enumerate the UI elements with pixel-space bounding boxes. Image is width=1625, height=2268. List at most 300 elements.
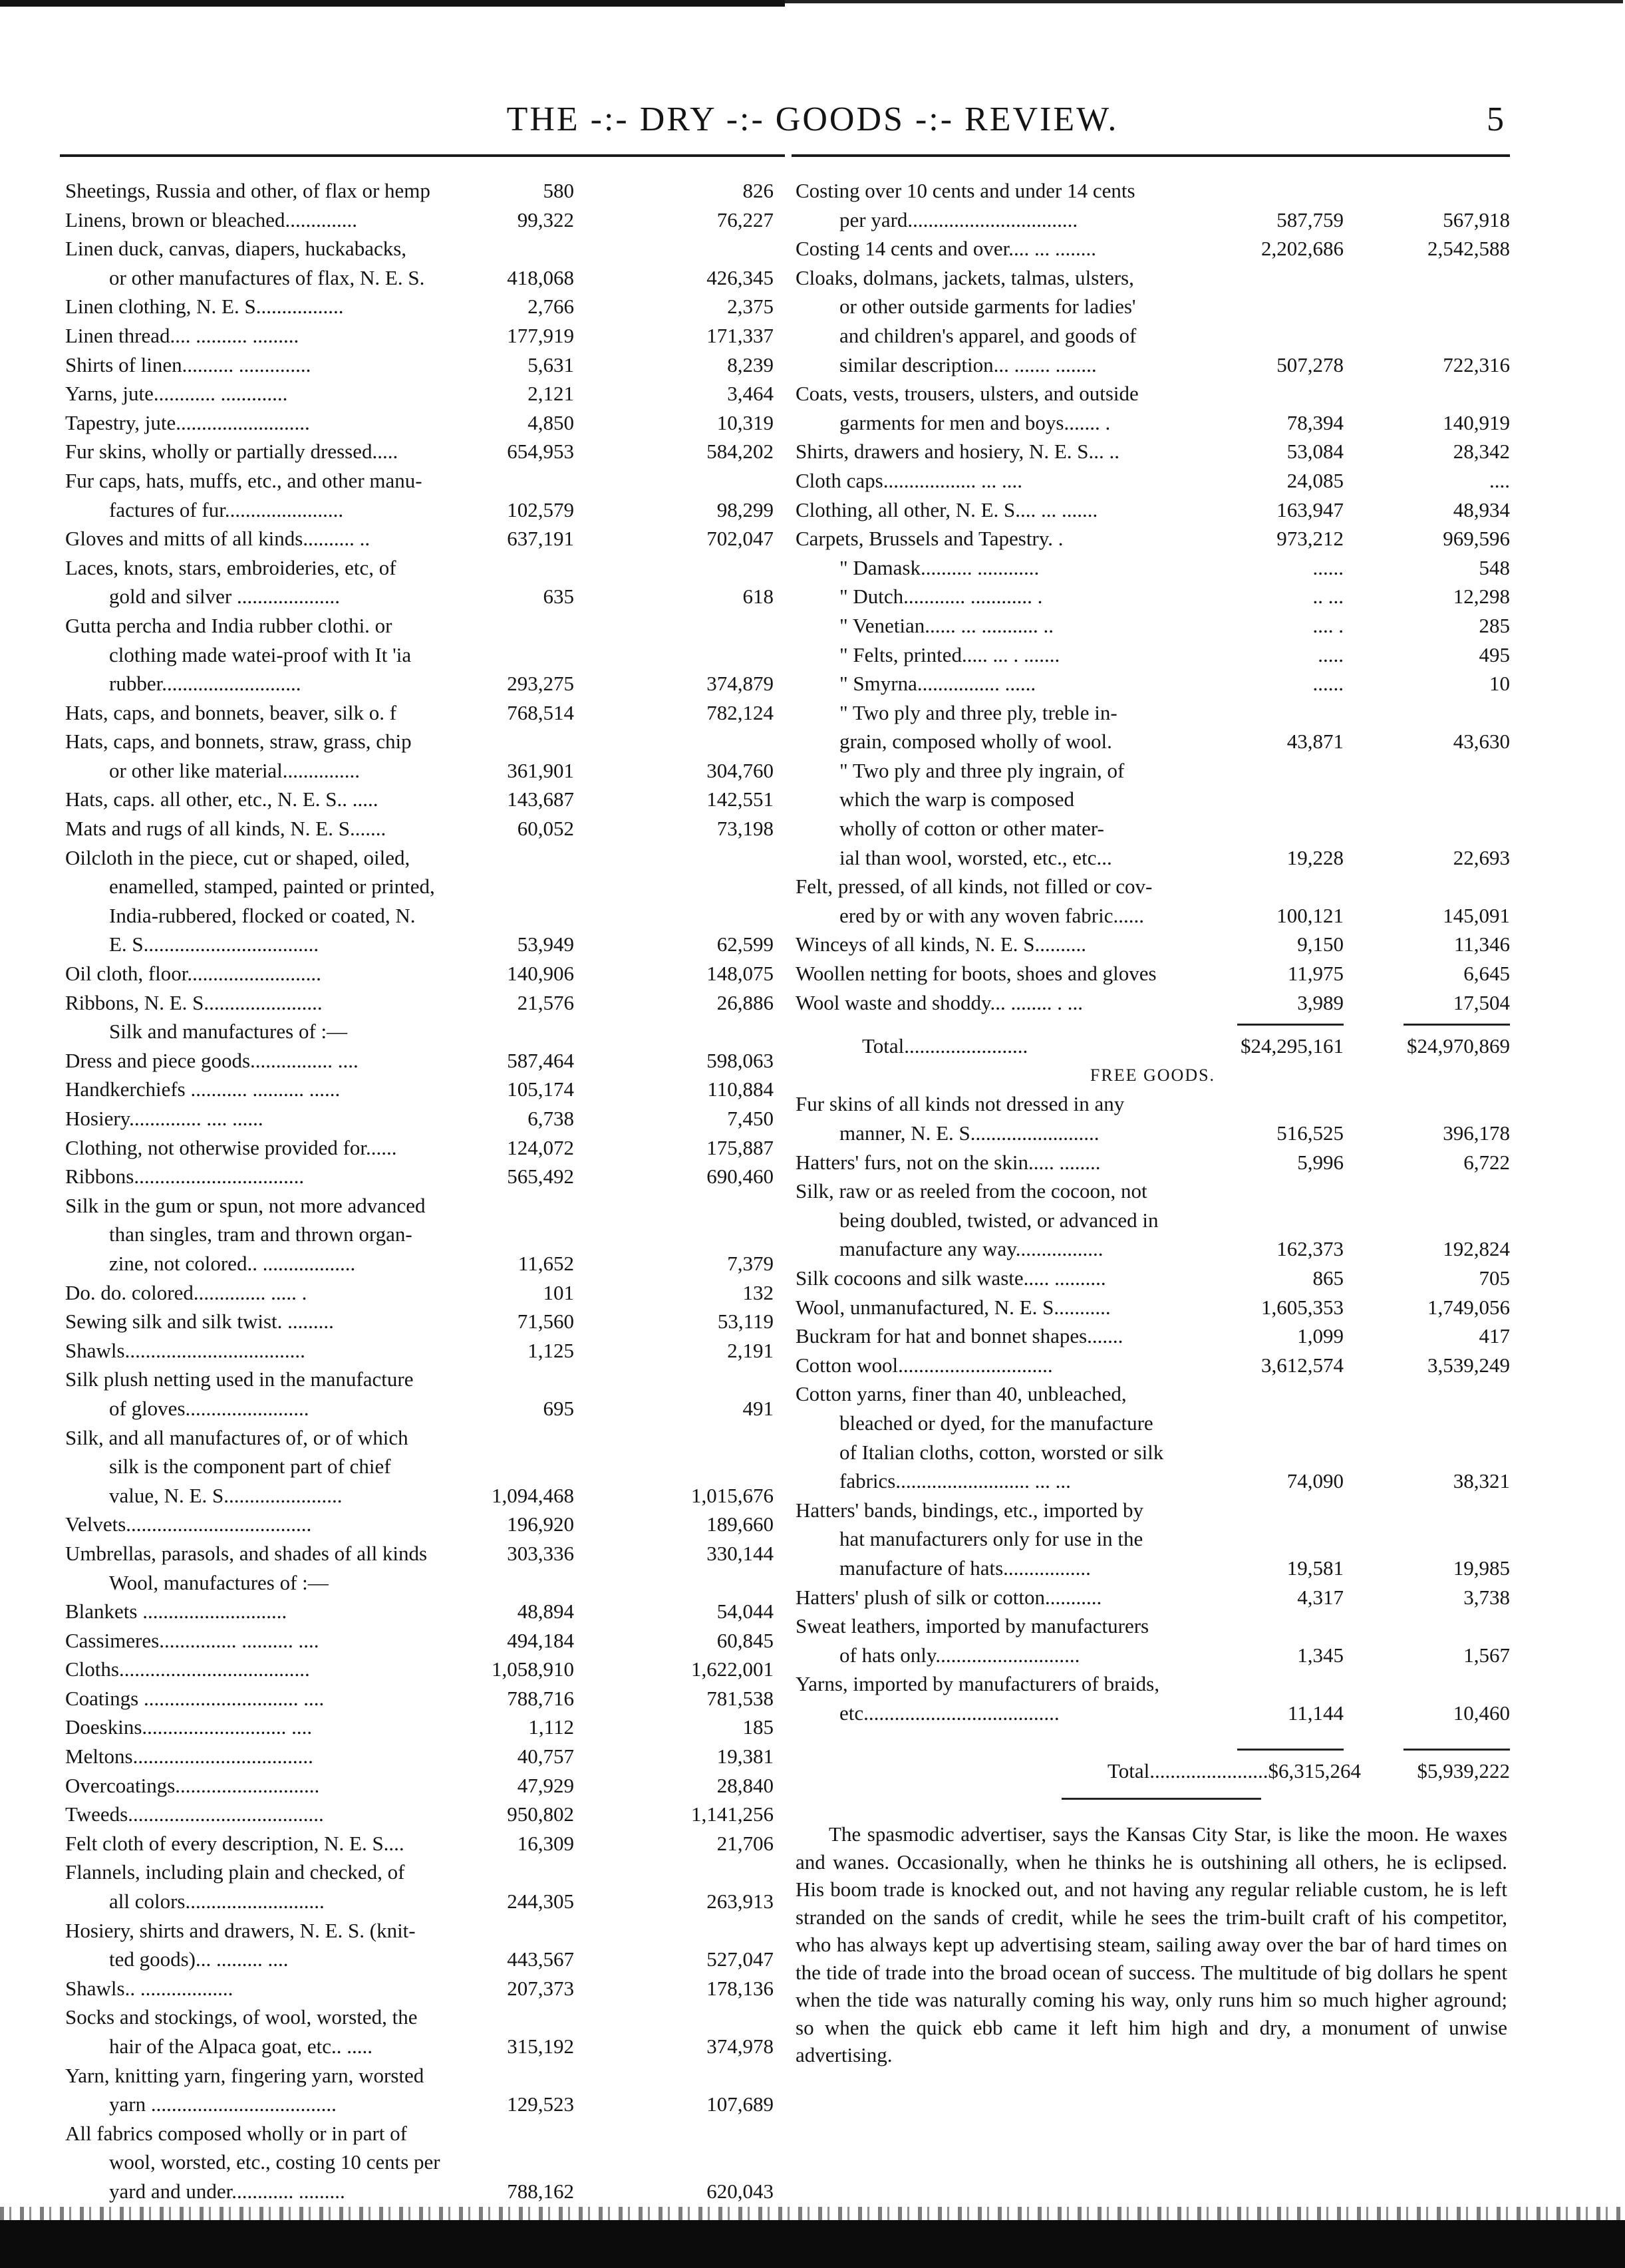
table-row [796,496,1510,525]
row-description: wool, worsted, etc., costing 10 cents per [109,2150,440,2174]
row-value-first: 60,052 [517,817,574,841]
table-row [65,1713,774,1742]
left-column-table [65,176,774,2206]
row-value-first: 950,802 [507,1802,574,1826]
table-row [65,1916,774,1945]
row-value-first: 207,373 [507,1976,574,2000]
row-description: manner, N. E. S......................... [839,1121,1100,1145]
table-row [65,176,774,206]
row-description: rubber........................... [109,672,301,696]
row-description: Coats, vests, trousers, ulsters, and outside [796,382,1139,406]
table-row [65,351,774,380]
table-row [65,1887,774,1916]
table-row [65,1452,774,1481]
row-description: Wool, manufactures of :— [109,1570,329,1594]
table-row [796,1554,1510,1583]
row-value-first: .. ... [1312,585,1344,609]
row-description: Cotton wool.............................. [796,1353,1053,1377]
row-value-first: 4,317 [1297,1585,1344,1609]
row-description: Woollen netting for boots, shoes and gloves [796,962,1157,986]
total-2-value: $5,939,222 [1417,1759,1510,1783]
table-row [65,466,774,496]
page-title: THE -:- DRY -:- GOODS -:- REVIEW. [506,100,1119,138]
table-row [65,1191,774,1220]
row-description: Ribbons, N. E. S....................... [65,990,323,1014]
table-row [796,1524,1510,1554]
row-description: Oilcloth in the piece, cut or shaped, oiled, [65,845,410,869]
row-description: Clothing, not otherwise provided for...... [65,1135,397,1159]
row-value-second: 702,047 [706,527,774,551]
row-value-second: 132 [742,1280,774,1304]
row-description: Fur skins, wholly or partially dressed..... [65,440,398,464]
row-value-first: 303,336 [507,1541,574,1565]
row-value-second: 11,346 [1453,932,1510,956]
row-description: Sheetings, Russia and other, of flax or hemp [65,179,430,202]
row-description: Ribbons................................. [65,1165,305,1189]
table-row [65,1742,774,1771]
row-description: Wool, unmanufactured, N. E. S........... [796,1295,1111,1319]
row-value-second: 396,178 [1443,1121,1510,1145]
row-value-first: 637,191 [507,527,574,551]
table-row [65,901,774,930]
row-value-first: 788,716 [507,1686,574,1710]
row-value-second: 28,840 [716,1773,774,1797]
row-value-second: 781,538 [706,1686,774,1710]
end-rule [796,1786,1510,1812]
row-value-second: 28,342 [1453,440,1510,464]
row-value-first: 1,345 [1297,1643,1344,1667]
row-value-first: ...... [1312,672,1344,696]
row-value-first: 140,906 [507,962,574,986]
row-value-second: 6,722 [1463,1150,1510,1174]
row-description: Hatters' furs, not on the skin..... ........ [796,1150,1101,1174]
row-description: and children's apparel, and goods of [839,323,1137,347]
row-value-second: 3,464 [727,382,774,406]
row-value-first: 101 [543,1280,574,1304]
table-row [65,408,774,438]
table-row [65,1800,774,1829]
row-value-first: 565,492 [507,1165,574,1189]
table-row [796,1641,1510,1670]
row-value-second: 48,934 [1453,497,1510,521]
row-value-second: 417 [1479,1324,1510,1348]
row-value-first: 516,525 [1276,1121,1344,1145]
table-row [796,263,1510,293]
row-description: " Damask.......... ............ [839,555,1040,579]
row-value-second: 263,913 [706,1890,774,1914]
table-row [65,1945,774,1974]
row-value-second: 76,227 [716,208,774,231]
row-description: ial than wool, worsted, etc., etc... [839,845,1112,869]
table-row [65,2090,774,2119]
table-row [796,1379,1510,1409]
row-description: Linen thread.... .......... ......... [65,323,299,347]
row-description: grain, composed wholly of wool. [839,730,1112,754]
table-row [65,2003,774,2032]
row-value-first: 48,894 [517,1600,574,1624]
row-description: similar description... ....... ........ [839,353,1097,376]
row-value-second: 618 [742,585,774,609]
row-value-second: 690,460 [706,1165,774,1189]
row-value-first: 418,068 [507,265,574,289]
row-description: Umbrellas, parasols, and shades of all kinds [65,1541,428,1565]
row-description: Felt cloth of every description, N. E. S.... [65,1831,404,1855]
row-value-second: 60,845 [716,1628,774,1652]
table-row [796,901,1510,930]
row-value-first: 587,464 [507,1048,574,1072]
table-row [65,1307,774,1336]
table-row [65,1510,774,1539]
row-value-first: 507,278 [1276,353,1344,376]
row-value-second: 38,321 [1453,1469,1510,1493]
row-description: Overcoatings............................ [65,1773,320,1797]
row-value-second: 21,706 [716,1831,774,1855]
row-value-second: 110,884 [707,1077,774,1101]
row-value-first: 100,121 [1276,903,1344,927]
row-description: Yarns, imported by manufacturers of braids, [796,1672,1159,1696]
row-value-second: 527,047 [706,1947,774,1971]
table-row [796,1669,1510,1699]
table-row [796,1409,1510,1438]
row-value-first: 2,121 [527,382,574,406]
row-value-first: 53,084 [1286,440,1344,464]
row-description: Silk, raw or as reeled from the cocoon, not [796,1179,1147,1203]
table-row [65,1075,774,1104]
row-value-second: 98,299 [716,497,774,521]
row-description: than singles, tram and thrown organ- [109,1222,412,1246]
table-row [796,292,1510,321]
row-description: Silk and manufactures of :— [109,1020,348,1044]
row-value-second: 26,886 [716,990,774,1014]
row-value-first: 1,099 [1297,1324,1344,1348]
row-description: or other like material............... [109,758,361,782]
row-value-second: 3,539,249 [1427,1353,1510,1377]
table-row [796,1177,1510,1206]
table-row [796,785,1510,814]
row-value-first: 19,228 [1286,845,1344,869]
table-row [796,1467,1510,1496]
row-description: Cloths..................................... [65,1657,310,1681]
row-description: Silk cocoons and silk waste..... .......... [796,1266,1106,1290]
row-description: " Felts, printed..... ... . ....... [839,642,1060,666]
table-row [65,814,774,843]
row-description: Handkerchiefs ........... .......... ...... [65,1077,341,1101]
row-description: Gloves and mitts of all kinds.......... .. [65,527,370,551]
row-value-first: 163,947 [1276,497,1344,521]
row-value-first: 494,184 [507,1628,574,1652]
row-description: Clothing, all other, N. E. S.... ... ....... [796,497,1098,521]
row-value-first: 5,996 [1297,1150,1344,1174]
table-row [65,437,774,466]
row-value-first: 587,759 [1276,208,1344,231]
row-value-second: 722,316 [1443,353,1510,376]
row-description: Sweat leathers, imported by manufacturers [796,1614,1149,1638]
table-row [65,1017,774,1046]
row-value-first: 143,687 [507,787,574,811]
row-value-second: 330,144 [706,1541,774,1565]
table-row [796,321,1510,351]
row-value-second: 285 [1479,613,1510,637]
row-value-first: 580 [543,179,574,202]
row-value-second: 171,337 [706,323,774,347]
row-value-first: 177,919 [507,323,574,347]
row-value-second: 62,599 [716,932,774,956]
table-row [65,1858,774,1887]
row-description: clothing made watei-proof with It 'ia [109,642,412,666]
header-rule-left [60,154,785,157]
row-description: factures of fur....................... [109,497,344,521]
row-value-first: 1,605,353 [1261,1295,1344,1319]
row-description: Velvets.................................... [65,1512,312,1536]
row-description: hair of the Alpaca goat, etc.. ..... [109,2035,372,2058]
row-value-second: 7,450 [727,1107,774,1130]
row-value-first: 71,560 [517,1310,574,1334]
table-row [65,524,774,553]
page-header [0,100,1625,153]
top-edge-bar [0,0,785,7]
table-row [796,1293,1510,1322]
table-row [796,1612,1510,1641]
row-description: wholly of cotton or other mater- [839,817,1104,841]
row-value-first: 162,373 [1276,1237,1344,1261]
table-row [796,1351,1510,1380]
row-value-first: 24,085 [1286,468,1344,492]
row-description: Hatters' plush of silk or cotton........... [796,1585,1102,1609]
row-value-second: 10,460 [1453,1701,1510,1725]
table-row [796,437,1510,466]
row-description: Buckram for hat and bonnet shapes....... [796,1324,1123,1348]
row-value-second: 10 [1489,672,1510,696]
row-description: " Smyrna................ ...... [839,672,1036,696]
table-row [796,351,1510,380]
total-label: Total........................ [862,1034,1028,1058]
header-rule-right [792,154,1510,157]
row-description: ted goods)... ......... .... [109,1947,289,1971]
page-number: 5 [1487,100,1504,138]
row-value-second: 1,622,001 [691,1657,774,1681]
row-value-first: 443,567 [507,1947,574,1971]
row-value-first: 315,192 [507,2035,574,2058]
table-row [65,2148,774,2177]
row-description: Oil cloth, floor.......................... [65,962,321,986]
table-row [796,1148,1510,1177]
row-description: Tweeds...................................... [65,1802,324,1826]
row-value-second: 148,075 [706,962,774,986]
row-description: Cloth caps.................. ... .... [796,468,1022,492]
table-row [796,408,1510,438]
row-description: Fur skins of all kinds not dressed in any [796,1092,1125,1116]
table-row [65,1481,774,1510]
table-row [65,756,774,785]
row-value-second: 12,298 [1453,585,1510,609]
row-value-second: 185 [742,1715,774,1739]
bottom-edge-bar [0,2220,1625,2268]
row-description: Cotton yarns, finer than 40, unbleached, [796,1382,1127,1406]
table-row [65,872,774,901]
row-value-first: 124,072 [507,1135,574,1159]
row-description: being doubled, twisted, or advanced in [839,1208,1159,1232]
row-value-first: 19,581 [1286,1556,1344,1580]
row-description: Hats, caps, and bonnets, straw, grass, chip [65,730,412,754]
row-description: Hats, caps. all other, etc., N. E. S.. ..... [65,787,378,811]
row-description: Silk, and all manufactures of, or of which [65,1425,408,1449]
table-row [796,466,1510,496]
row-description: Linen clothing, N. E. S................. [65,295,344,319]
row-value-first: 865 [1312,1266,1344,1290]
table-row [796,1119,1510,1148]
row-value-first: 78,394 [1286,410,1344,434]
row-value-second: 17,504 [1453,990,1510,1014]
row-description: Shirts, drawers and hosiery, N. E. S... .. [796,440,1120,464]
row-description: " Dutch............ ............ . [839,585,1043,609]
right-column [796,176,1510,2069]
row-description: manufacture any way................. [839,1237,1104,1261]
row-description: Socks and stockings, of wool, worsted, the [65,2005,418,2029]
table-row [65,959,774,988]
row-value-second: 1,141,256 [691,1802,774,1826]
row-description: value, N. E. S....................... [109,1483,343,1507]
row-value-second: 145,091 [1443,903,1510,927]
table-row [65,1220,774,1249]
row-value-second: 7,379 [727,1251,774,1275]
row-description: All fabrics composed wholly or in part of [65,2121,407,2145]
row-description: Hosiery.............. .... ...... [65,1107,263,1130]
row-value-first: 40,757 [517,1745,574,1769]
row-value-second: 54,044 [716,1600,774,1624]
row-value-second: 374,978 [706,2035,774,2058]
table-row [796,1438,1510,1467]
free-goods-table [796,1089,1510,1727]
total-rule-2 [796,1742,1510,1757]
table-row [796,1322,1510,1351]
row-description: Doeskins............................ .... [65,1715,313,1739]
table-row [65,930,774,959]
table-row [796,1496,1510,1525]
row-description: per yard................................. [839,208,1078,231]
row-value-first: 1,112 [528,1715,574,1739]
row-value-second: 1,567 [1463,1643,1510,1667]
row-description: Yarn, knitting yarn, fingering yarn, worsted [65,2063,424,2087]
row-value-second: 6,645 [1463,962,1510,986]
total-value-2: $24,970,869 [1407,1034,1510,1058]
free-goods-heading-row [796,1061,1510,1090]
table-row [65,1655,774,1684]
table-row [65,669,774,698]
row-value-first: 129,523 [507,2092,574,2116]
row-description: all colors........................... [109,1890,325,1914]
table-row [796,1234,1510,1264]
table-row [65,640,774,670]
table-row [796,756,1510,785]
table-row [796,640,1510,670]
table-row [65,1162,774,1191]
total-2-label: Total.......................$6,315,264 [1107,1759,1361,1783]
table-row [65,1336,774,1365]
row-description: enamelled, stamped, painted or printed, [109,875,435,899]
row-value-second: 782,124 [706,700,774,724]
row-value-second: 620,043 [706,2179,774,2203]
table-row [65,1423,774,1453]
row-description: Meltons................................... [65,1745,313,1769]
table-row [65,988,774,1018]
row-description: Shawls.. .................. [65,1976,233,2000]
total-rule [796,1017,1510,1032]
row-description: Wool waste and shoddy... ........ . ... [796,990,1084,1014]
table-row [796,1089,1510,1119]
row-value-first: 105,174 [507,1077,574,1101]
table-row [796,698,1510,728]
table-row [796,234,1510,263]
table-row [65,234,774,263]
table-row [65,1278,774,1308]
row-description: " Two ply and three ply, treble in- [839,700,1117,724]
row-description: Hats, caps, and bonnets, beaver, silk o. f [65,700,397,724]
row-value-first: 74,090 [1286,1469,1344,1493]
table-row [65,698,774,728]
table-row [796,1583,1510,1612]
row-value-first: .... . [1312,613,1344,637]
table-row [796,611,1510,640]
table-row [65,2177,774,2206]
table-row [65,843,774,873]
row-value-first: 9,150 [1297,932,1344,956]
row-description: manufacture of hats................. [839,1556,1091,1580]
row-value-first: 11,652 [517,1251,574,1275]
table-row [65,1597,774,1626]
table-row [65,611,774,640]
table-row [796,843,1510,873]
row-description: Carpets, Brussels and Tapestry. . [796,527,1064,551]
table-row [65,263,774,293]
total-row-2 [796,1757,1510,1786]
table-row [65,1684,774,1713]
row-description: fabrics.......................... ... ... [839,1469,1071,1493]
row-value-first: 973,212 [1276,527,1344,551]
table-row [796,930,1510,959]
row-value-first: 53,949 [517,932,574,956]
row-value-first: ..... [1318,642,1344,666]
row-description: of Italian cloths, cotton, worsted or silk [839,1440,1164,1464]
row-description: zine, not colored.. .................. [109,1251,356,1275]
row-value-second: 189,660 [706,1512,774,1536]
table-row [796,1206,1510,1235]
table-row [796,1264,1510,1293]
row-value-second: 142,551 [706,787,774,811]
table-row [65,2032,774,2061]
row-description: or other manufactures of flax, N. E. S. [109,265,425,289]
row-value-second: 567,918 [1443,208,1510,231]
right-column-table [796,176,1510,1017]
row-description: Tapestry, jute.......................... [65,410,310,434]
row-value-second: 2,375 [727,295,774,319]
table-row [65,1365,774,1394]
row-description: Hatters' bands, bindings, etc., imported by [796,1498,1144,1522]
row-description: Linens, brown or bleached.............. [65,208,358,231]
row-value-second: 10,319 [716,410,774,434]
row-value-second: 175,887 [706,1135,774,1159]
row-description: " Two ply and three ply ingrain, of [839,758,1125,782]
row-value-first: 11,975 [1287,962,1344,986]
row-value-first: 3,612,574 [1261,1353,1344,1377]
table-row [65,727,774,756]
table-row [65,1046,774,1075]
row-value-first: 768,514 [507,700,574,724]
row-description: of gloves........................ [109,1396,309,1420]
table-row [796,582,1510,611]
table-row [796,872,1510,901]
row-value-second: 22,693 [1453,845,1510,869]
table-row [796,553,1510,583]
